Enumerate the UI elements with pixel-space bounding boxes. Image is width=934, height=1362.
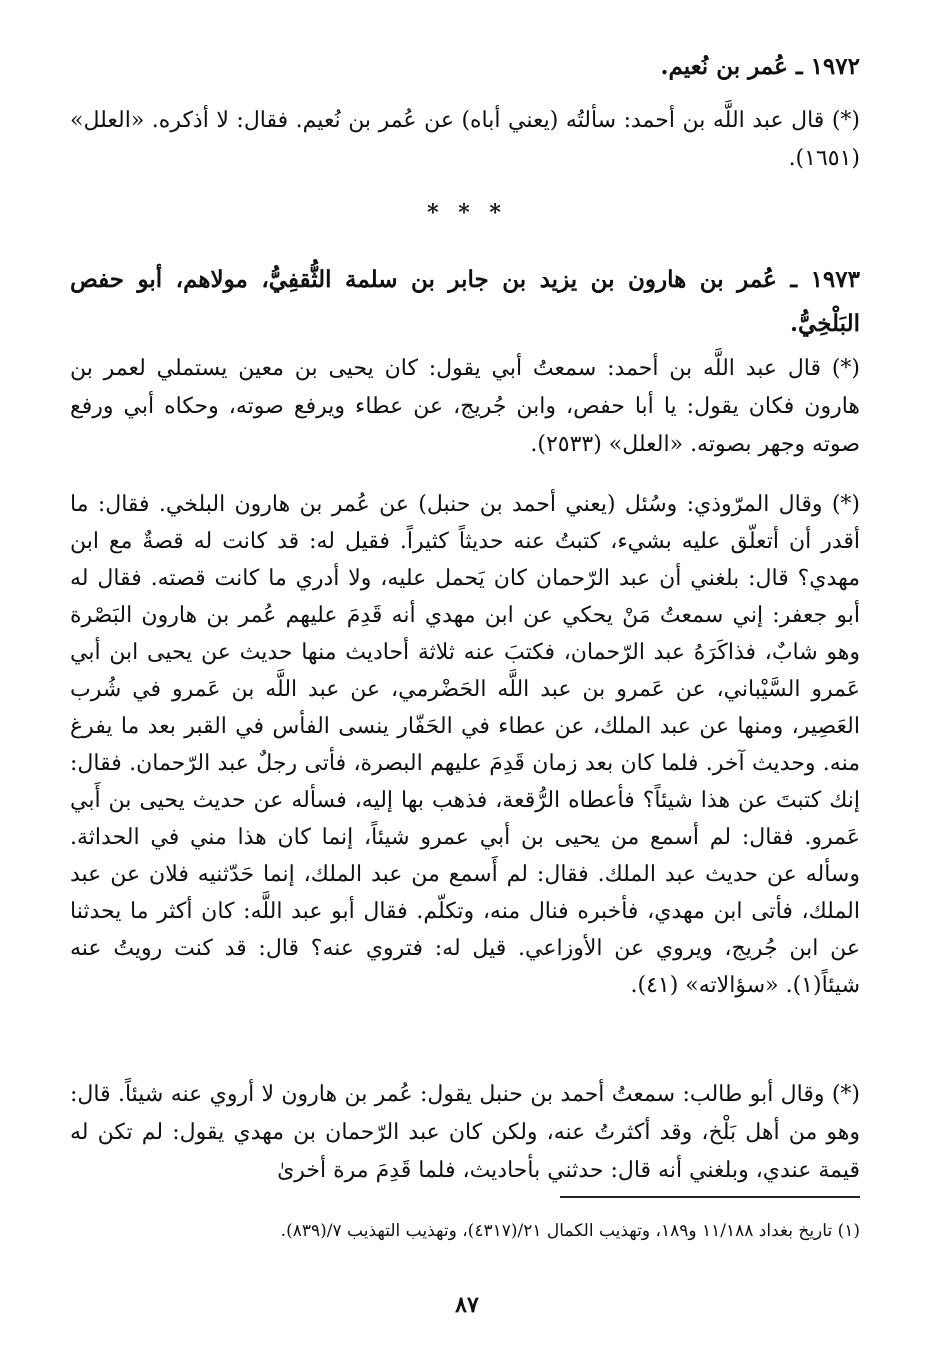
entry-1973-paragraph-2: (*) وقال المرّوذي: وسُئل (يعني أحمد بن حنبل) عن عُمر بن هارون البلخي. فقال: ما أقدر أن أتعلّق عليه بشيء، كتبتُ عنه حديثاً كثيراً. فقيل له: قد كانت له قصةٌ مع ابن مهدي؟ قال: بلغني أن عبد الرّحمان كان يَحمل عليه، ولا أدري ما كانت قصته. فقال له أبو جعفر: إني سمعتُ مَنْ يحكي عن ابن مهدي أنه قَدِمَ عليهم عُمر بن هارون البَصْرة وهو شابٌ، فذاكَرَهُ عبد الرّحمان، فكتبَ عنه ثلاثة أحاديث منها حديث عن يحيى ابن أبي عَمرو السَّيْباني، عن عَمرو بن عبد اللَّه الحَضْرمي، عن عبد اللَّه بن عَمرو في شُرب العَصِير، ومنها عن عبد الملك، عن عطاء في الحَفّار ينسى الفأس في القبر بعد ما يفرغ منه. وحديث آخر. فلما كان بعد زمان قَدِمَ عليهم البصرة، فأتى رجلٌ عبد الرّحمان. فقال: إنك كتبتَ عن هذا شيئاً؟ فأعطاه الرُّقعة، فذهب بها إليه، فسأله عن حديث يحيى بن أَبي عَمرو. فقال: لم أسمع من يحيى بن أبي عمرو شيئاً، إنما كان هذا مني في الحداثة. وسأله عن حديث عبد الملك. فقال: لم أَسمع من عبد الملك، إنما حَدّثنيه فلان عن عبد الملك، فأتى ابن مهدي، فأخبره فنال منه، وتكلّم. فقال أبو عبد اللَّه: كان أكثر ما يحدثنا عن ابن جُريج، ويروي عن الأوزاعي. قيل له: فتروي عنه؟ قال: قد كنت رويتُ عنه شيئاً(١). «سؤالاته» (٤١). [70,492,860,998]
entry-1972-heading: ١٩٧٢ ـ عُمر بن نُعيم. [660,53,860,80]
section-separator: * * * [427,200,507,226]
entry-1973-heading: ١٩٧٣ ـ عُمر بن هارون بن يزيد بن جابر بن سلمة الثُّقفِيُّ، مولاهم، أبو حفص البَلْخِيُّ. [70,266,860,337]
footnote-divider [560,1196,860,1198]
entry-1972-paragraph: (*) قال عبد اللَّه بن أحمد: سألتُه (يعني أباه) عن عُمر بن نُعيم. فقال: لا أذكره. «العلل» (١٦٥١). [70,108,860,171]
entry-1973-paragraph-1: (*) قال عبد اللَّه بن أحمد: سمعتُ أبي يقول: كان يحيى بن معين يستملي لعمر بن هارون فكان يقول: يا أبا حفص، وابن جُريج، عن عطاء ويرفع صوته، وحكاه أبي ورفع صوته وجهر بصوته. «العلل» (٢٥٣٣). [70,356,860,457]
page-number: ٨٧ [455,1292,479,1318]
entry-1973-paragraph-3: (*) وقال أبو طالب: سمعتُ أحمد بن حنبل يقول: عُمر بن هارون لا أروي عنه شيئاً. قال: وهو من أهل بَلْخ، وقد أكثرتُ عنه، ولكن كان عبد الرّحمان بن مهدي يقول: لم تكن له قيمة عندي، وبلغني أنه قال: حدثني بأحاديث، فلما قَدِمَ مرة أخرىٰ [70,1082,860,1183]
footnote: (١) تاريخ بغداد ١١/١٨٨ و١٨٩، وتهذيب الكمال ٢١/(٤٣١٧)، وتهذيب التهذيب ٧/(٨٣٩). [280,1221,860,1241]
